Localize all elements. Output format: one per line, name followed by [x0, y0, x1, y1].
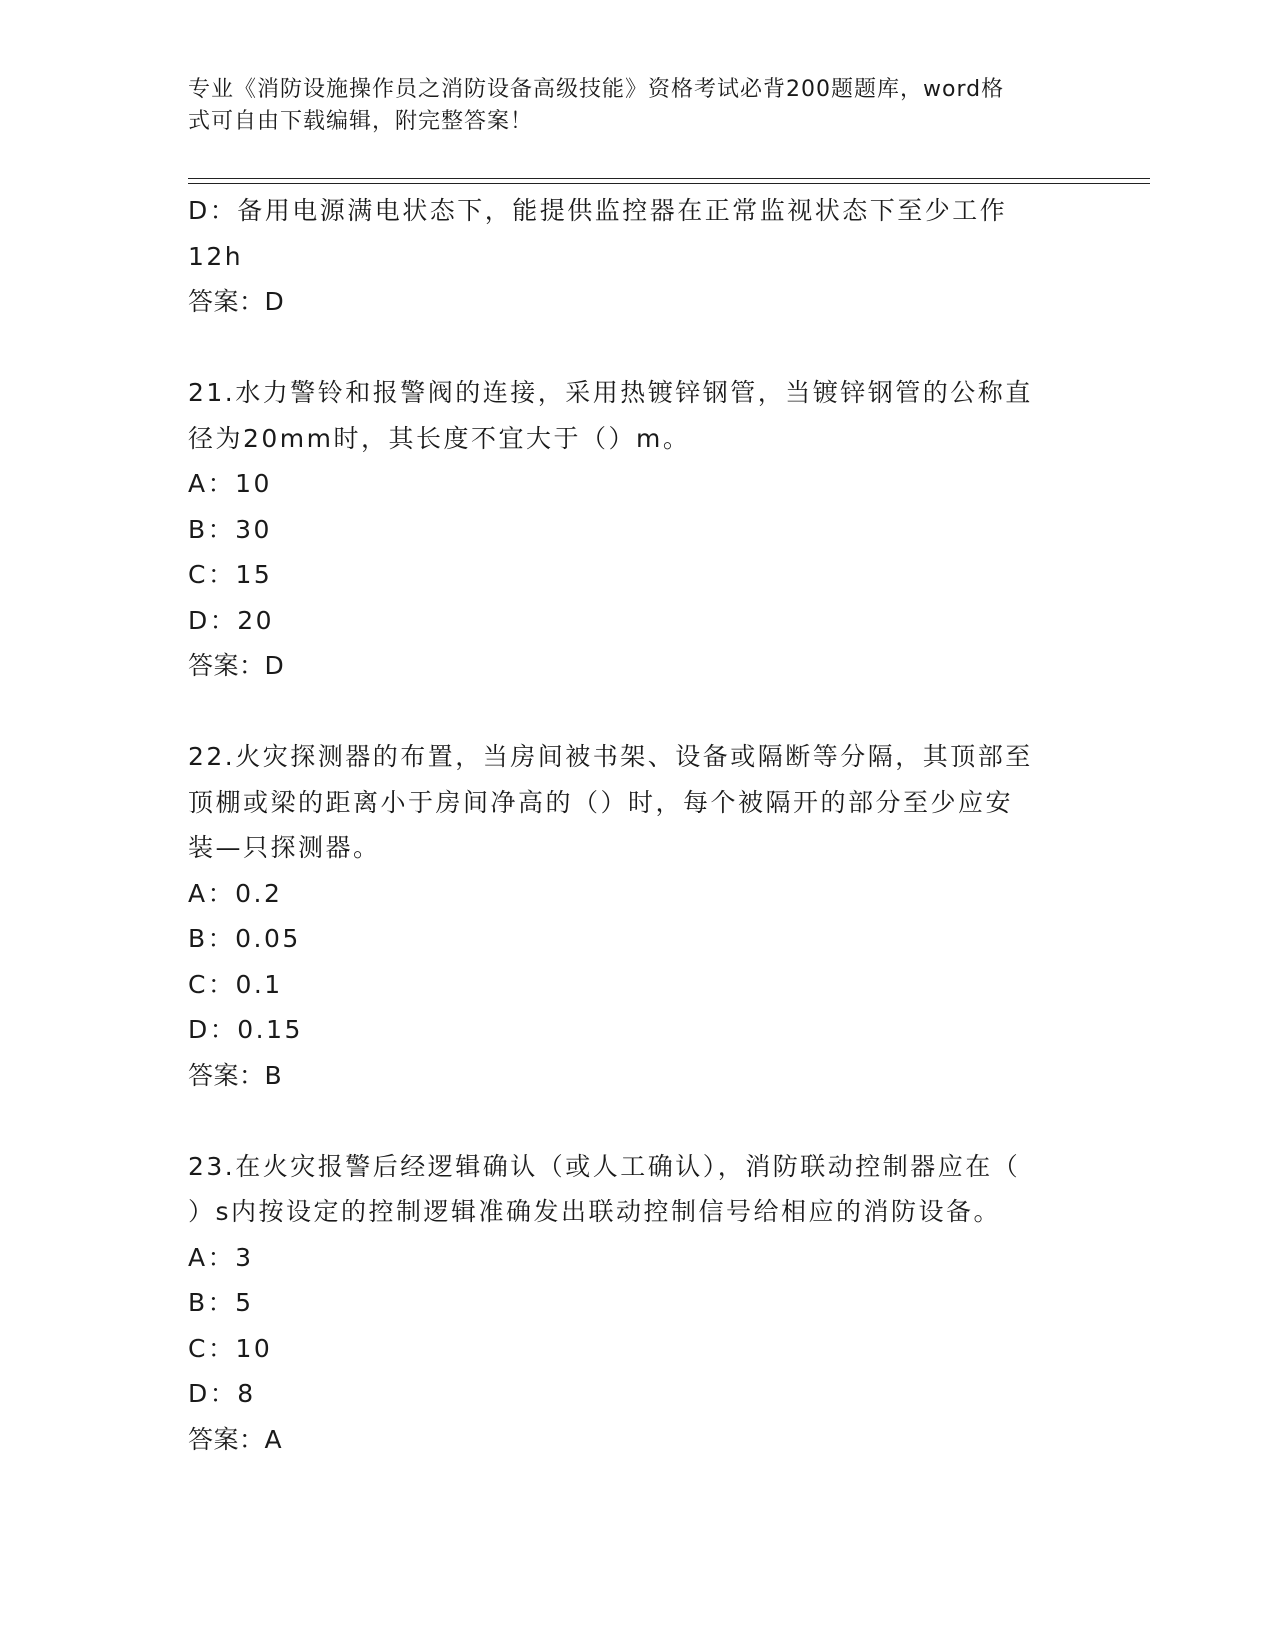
option-c: C：10	[188, 1333, 273, 1363]
header-title-line-2: 式可自由下载编辑，附完整答案！	[188, 109, 534, 134]
option-c: C：15	[188, 560, 273, 589]
option-a: A：0.2	[188, 878, 283, 908]
option-d: D：20	[188, 605, 275, 635]
header-divider-bottom	[188, 183, 1150, 184]
option-b: B：5	[188, 1288, 254, 1317]
option-d: D：8	[188, 1379, 256, 1408]
spacer	[188, 1098, 1088, 1144]
question-stem: 23.在火灾报警后经逻辑确认（或人工确认），消防联动控制器应在（	[188, 1151, 1021, 1181]
previous-question-tail	[188, 188, 1088, 325]
option-b: B：0.05	[188, 924, 301, 953]
question-23	[188, 1144, 1088, 1463]
question-stem: 装—只探测器。	[188, 833, 381, 862]
document-header	[188, 74, 1068, 138]
spacer	[188, 325, 1088, 371]
header-title-line-1: 专业《消防设施操作员之消防设备高级技能》资格考试必背200题题库，word格	[188, 77, 1005, 102]
answer: 答案：D	[188, 651, 285, 680]
question-stem: 22.火灾探测器的布置，当房间被书架、设备或隔断等分隔，其顶部至	[188, 742, 1033, 771]
option-b: B：30	[188, 514, 272, 544]
question-stem: 径为20mm时，其长度不宜大于（）m。	[188, 423, 691, 453]
question-stem: 顶棚或梁的距离小于房间净高的（）时，每个被隔开的部分至少应安	[188, 787, 1014, 817]
option-d-continued: 12h	[188, 241, 244, 271]
answer: 答案：D	[188, 287, 285, 316]
option-d: D：0.15	[188, 1015, 303, 1044]
question-21	[188, 370, 1088, 689]
question-22	[188, 734, 1088, 1098]
spacer	[188, 689, 1088, 735]
answer: 答案：B	[188, 1060, 283, 1090]
option-d: D：备用电源满电状态下，能提供监控器在正常监视状态下至少工作	[188, 196, 1008, 225]
option-c: C：0.1	[188, 969, 283, 999]
question-stem: ）s内按设定的控制逻辑准确发出联动控制信号给相应的消防设备。	[188, 1197, 1002, 1226]
question-stem: 21.水力警铃和报警阀的连接，采用热镀锌钢管，当镀锌钢管的公称直	[188, 378, 1033, 407]
option-a: A：3	[188, 1242, 254, 1272]
question-list	[188, 188, 1088, 1462]
answer: 答案：A	[188, 1424, 283, 1454]
option-a: A：10	[188, 469, 272, 498]
header-divider-top	[188, 178, 1150, 179]
